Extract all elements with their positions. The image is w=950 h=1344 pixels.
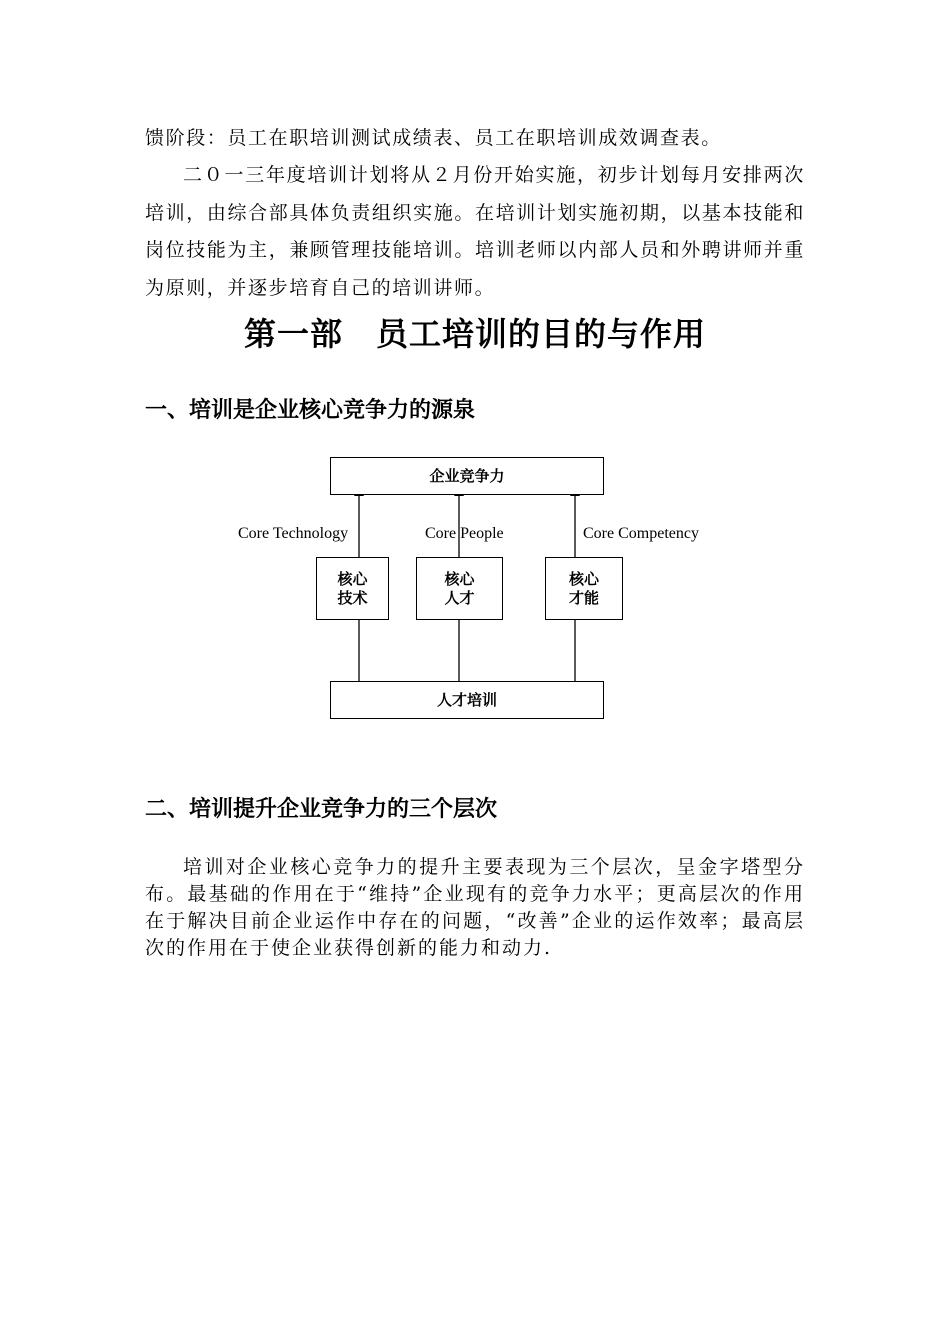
heading-2: 二、培训提升企业竞争力的三个层次 <box>145 797 498 822</box>
enterprise-competitiveness-box: 企业竞争力 <box>330 457 604 495</box>
heading-1: 一、培训是企业核心竞争力的源泉 <box>145 398 476 423</box>
core-people-box <box>416 557 503 620</box>
section-title: 第一部 员工培训的目的与作用 <box>243 315 706 353</box>
core-technology-line1: 核心 <box>337 569 368 588</box>
label-core-people: Core People <box>425 525 504 542</box>
intro-paragraph: 二０一三年度培训计划将从２月份开始实施，初步计划每月安排两次培训，由综合部具体负责组织实施。在培训计划实施初期，以基本技能和岗位技能为主，兼顾管理技能培训。培训老师以内部人员和外聘讲师并重为原则，并逐步培育自己的培训讲师。 <box>145 164 805 299</box>
label-core-technology: Core Technology <box>238 525 349 542</box>
label-core-competency: Core Competency <box>583 525 699 542</box>
core-competency-line1: 核心 <box>568 569 599 588</box>
core-competency-line2: 才能 <box>568 588 599 607</box>
core-people-line1: 核心 <box>444 569 475 588</box>
core-competency-box <box>545 557 623 620</box>
core-technology-box <box>316 557 389 620</box>
talent-training-box: 人才培训 <box>330 681 604 719</box>
levels-paragraph: 培训对企业核心竞争力的提升主要表现为三个层次，呈金字塔型分布。最基础的作用在于“维持”企业现有的竞争力水平；更高层次的作用在于解决目前企业运作中存在的问题，“改善”企业的运作效率；最高层次的作用在于使企业获得创新的能力和动力. <box>145 856 805 959</box>
core-people-line2: 人才 <box>444 588 475 607</box>
core-technology-line2: 技术 <box>337 588 368 607</box>
intro-line: 馈阶段：员工在职培训测试成绩表、员工在职培训成效调查表。 <box>145 127 722 149</box>
